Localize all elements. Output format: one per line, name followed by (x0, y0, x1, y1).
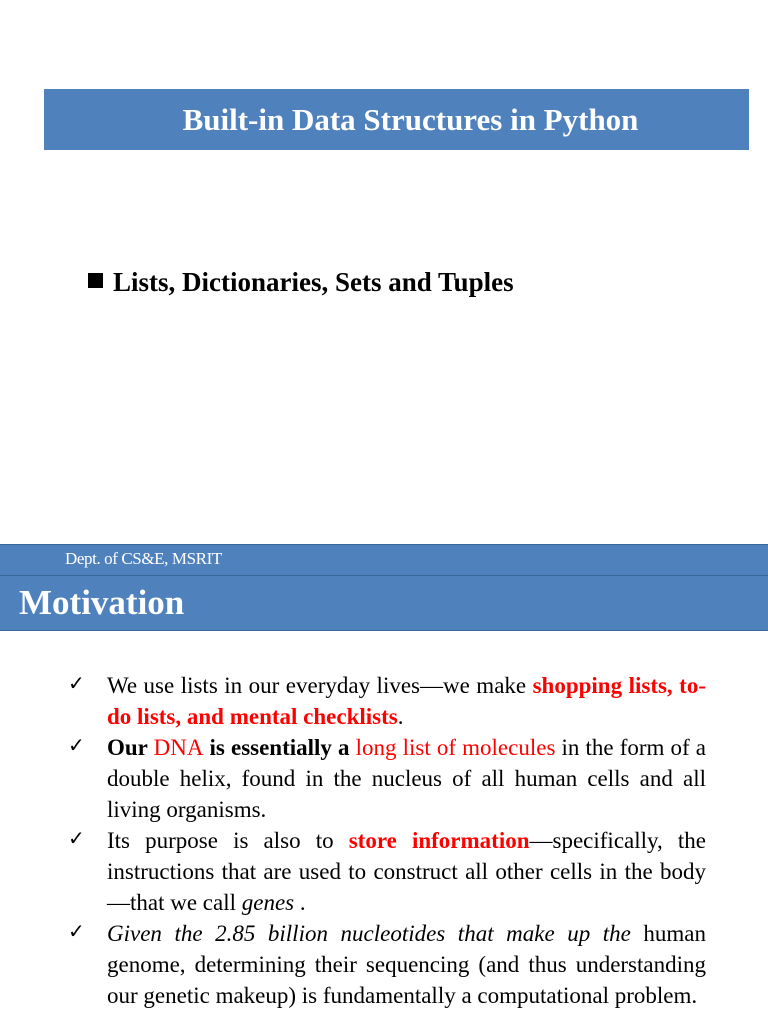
item-text: —specifically, the instructions that are used to construct all other cells in the body—that we call (107, 828, 706, 915)
section-header-bar (0, 576, 768, 631)
footer-department: Dept. of CS&E, MSRIT (65, 549, 222, 568)
item-text: We use lists in our everyday lives—we make (107, 673, 533, 698)
italic-text: Given the 2.85 billion nucleotides that make up the (107, 921, 631, 946)
italic-text: genes (241, 890, 295, 915)
checkmark-icon: ✓ (68, 671, 85, 695)
checklist (0, 670, 768, 1011)
bold-text: Our (107, 735, 154, 760)
list-item (0, 670, 706, 732)
checkmark-icon: ✓ (68, 919, 85, 943)
emphasis-text: store information (348, 828, 530, 853)
slide-title-banner (44, 89, 749, 150)
item-text: . (397, 704, 404, 729)
item-text: . (294, 890, 306, 915)
footer-bar (0, 544, 768, 576)
checkmark-icon: ✓ (68, 733, 85, 757)
bold-text: is essentially a (203, 735, 356, 760)
item-text: Its purpose is also to (107, 828, 349, 853)
emphasis-text: shopping lists, to-do lists, and mental checklists (107, 673, 706, 729)
bullet-text: Lists, Dictionaries, Sets and Tuples (113, 267, 514, 297)
emphasis-text: DNA (153, 735, 204, 760)
item-text: human genome, determining their sequencing (and thus understanding our genetic makeup) is fundamentally a computational problem. (107, 921, 706, 1008)
slide-title: Built-in Data Structures in Python (182, 102, 639, 137)
checkmark-icon: ✓ (68, 826, 85, 850)
square-bullet-icon (88, 273, 103, 288)
emphasis-text: long list of molecules (355, 735, 556, 760)
item-text: in the form of a double helix, found in the nucleus of all human cells and all living organisms. (107, 735, 707, 822)
list-item (0, 825, 706, 918)
section-title: Motivation (19, 583, 185, 622)
list-item (0, 918, 706, 1011)
list-item (0, 732, 706, 825)
bullet-item (88, 268, 514, 298)
